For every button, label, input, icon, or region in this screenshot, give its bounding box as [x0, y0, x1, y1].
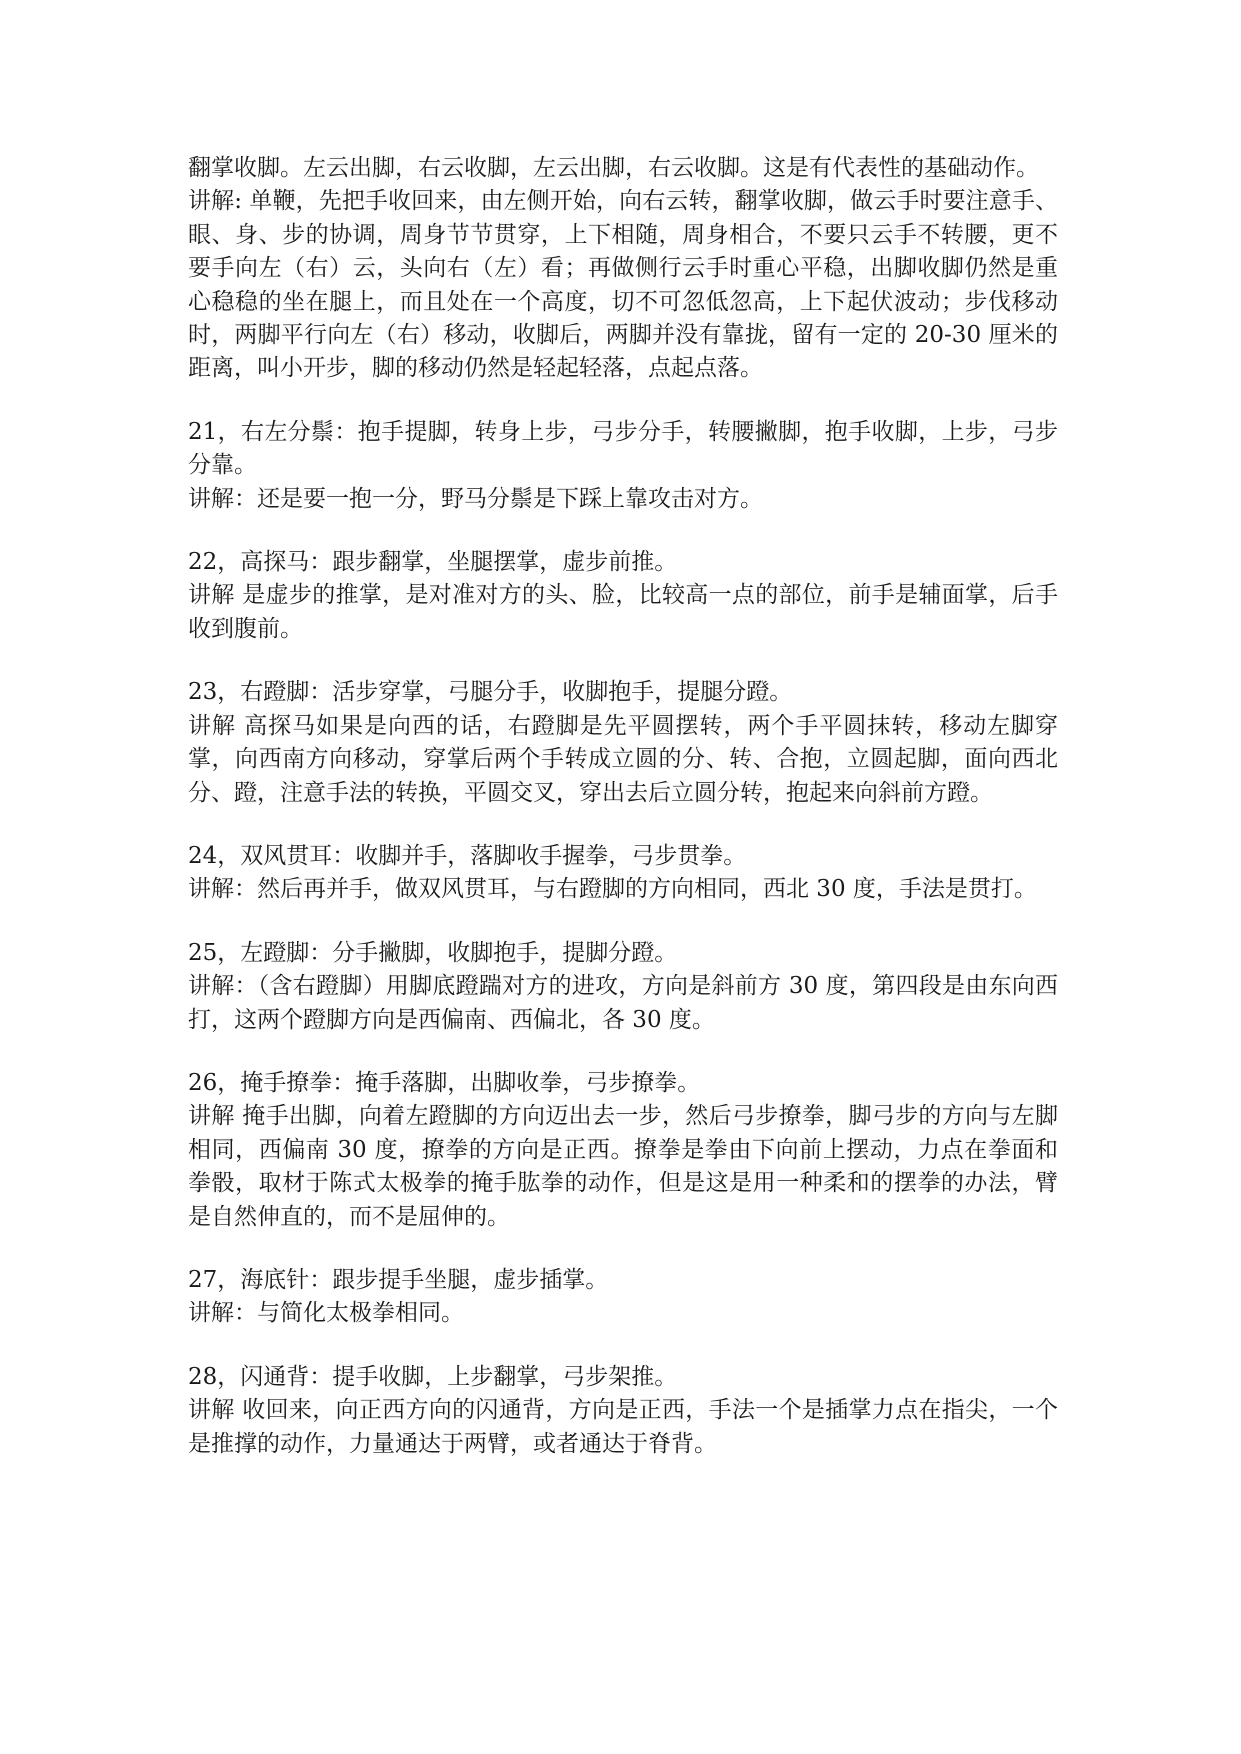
item-22-explanation: 讲解 是虚步的推掌，是对准对方的头、脸，比较高一点的部位，前手是辅面掌，后手收到腹前。	[188, 582, 1058, 642]
item-25-title: 25，左蹬脚：分手撇脚，收脚抱手，提脚分蹬。	[188, 939, 678, 966]
paragraph-gap	[188, 646, 1058, 676]
paragraph-gap	[188, 1037, 1058, 1067]
item-23-explanation: 讲解 高探马如果是向西的话，右蹬脚是先平圆摆转，两个手平圆抹转，移动左脚穿掌，向西南方向移动，穿掌后两个手转成立圆的分、转、合抱，立圆起脚，面向西北分、蹬，注意手法的转换，平圆交叉，穿出去后立圆分转，抱起来向斜前方蹬。	[188, 712, 1058, 806]
item-27-explanation: 讲解：与简化太极拳相同。	[188, 1300, 464, 1327]
paragraph-gap	[188, 907, 1058, 937]
item-22-title: 22，高探马：跟步翻掌，坐腿摆掌，虚步前推。	[188, 549, 678, 576]
paragraph-intro: 翻掌收脚。左云出脚，右云收脚，左云出脚，右云收脚。这是有代表性的基础动作。	[188, 155, 1039, 181]
paragraph-gap	[188, 386, 1058, 416]
paragraph-gap	[188, 810, 1058, 840]
item-24-explanation: 讲解：然后再并手，做双风贯耳，与右蹬脚的方向相同，西北 30 度，手法是贯打。	[188, 876, 1037, 903]
item-26-explanation: 讲解 掩手出脚，向着左蹬脚的方向迈出去一步，然后弓步撩拳，脚弓步的方向与左脚相同，西偏南 30 度，撩拳的方向是正西。撩拳是拳由下向前上摆动，力点在拳面和拳骰，取材于陈式太极拳的掩手肱拳的动作，但是这是用一种柔和的摆拳的办法，臂是自然伸直的，而不是屈伸的。	[188, 1103, 1058, 1230]
item-28-title: 28，闪通背：提手收脚，上步翻掌，弓步架推。	[188, 1363, 678, 1390]
item-21-explanation: 讲解：还是要一抱一分，野马分鬃是下踩上靠攻击对方。	[188, 485, 763, 512]
item-21-title: 21，右左分鬃：抱手提脚，转身上步，弓步分手，转腰撇脚，抱手收脚，上步，弓步分靠。	[188, 418, 1058, 479]
item-27-title: 27，海底针：跟步提手坐腿，虚步插掌。	[188, 1266, 609, 1293]
paragraph-explanation: 讲解: 单鞭，先把手收回来，由左侧开始，向右云转，翻掌收脚，做云手时要注意手、眼、身、步的协调，周身节节贯穿，上下相随，周身相合，不要只云手不转腰，更不要手向左（右）云，头向右（左）看；再做侧行云手时重心平稳，出脚收脚仍然是重心稳稳的坐在腿上，而且处在一个高度，切不可忽低忽高，上下起伏波动；步伐移动时，两脚平行向左（右）移动，收脚后，两脚并没有靠拢，留有一定的 20-30 厘米的距离，叫小开步，脚的移动仍然是轻起轻落，点起点落。	[188, 188, 1058, 382]
document-page	[188, 152, 1058, 1461]
item-24-title: 24，双风贯耳：收脚并手，落脚收手握拳，弓步贯拳。	[188, 842, 747, 869]
item-25-explanation: 讲解：（含右蹬脚）用脚底蹬踹对方的进攻，方向是斜前方 30 度，第四段是由东向西打，这两个蹬脚方向是西偏南、西偏北，各 30 度。	[188, 973, 1058, 1033]
item-23-title: 23，右蹬脚：活步穿掌，弓腿分手，收脚抱手，提腿分蹬。	[188, 679, 793, 706]
paragraph-gap	[188, 1234, 1058, 1264]
paragraph-gap	[188, 1331, 1058, 1361]
item-26-title: 26，掩手撩拳：掩手落脚，出脚收拳，弓步撩拳。	[188, 1069, 701, 1096]
paragraph-gap	[188, 516, 1058, 546]
item-28-explanation: 讲解 收回来，向正西方向的闪通背，方向是正西，手法一个是插掌力点在指尖，一个是推撑的动作，力量通达于两臂，或者通达于脊背。	[188, 1397, 1058, 1457]
